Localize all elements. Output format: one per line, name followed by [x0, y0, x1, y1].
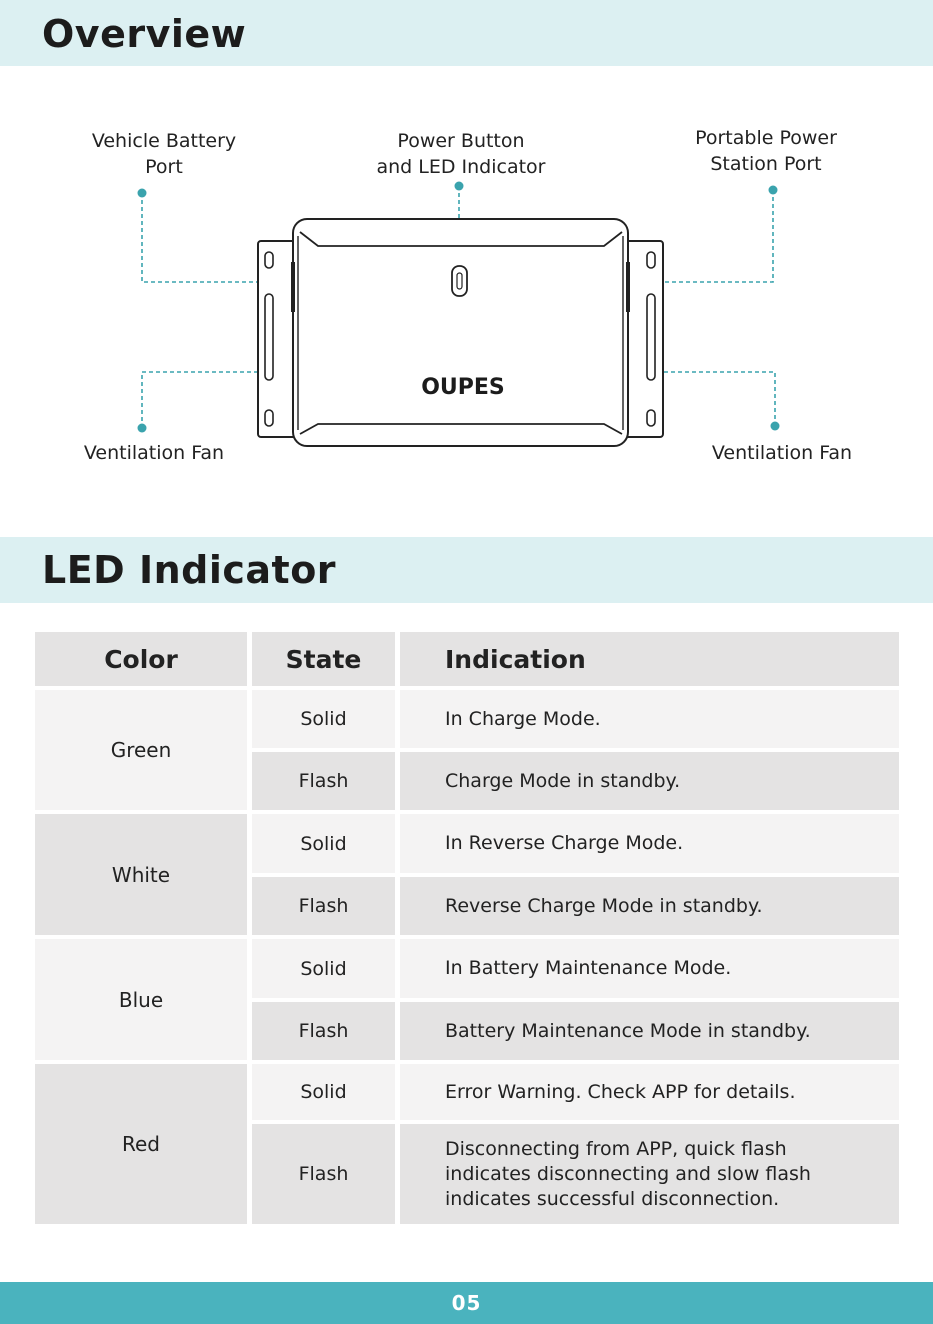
state-cell-white-solid: Solid — [252, 814, 395, 873]
ventilation-fan-right-label: Ventilation Fan — [711, 442, 853, 464]
state-cell-green-solid: Solid — [252, 690, 395, 748]
ventilation-fan-left-label: Ventilation Fan — [83, 442, 225, 464]
indication-green-flash: Charge Mode in standby. — [400, 752, 899, 810]
device-body — [258, 219, 663, 446]
vehicle-battery-port-label-line2: Port — [145, 156, 183, 178]
state-cell-blue-solid: Solid — [252, 939, 395, 998]
device-brand-logo: OUPES — [421, 375, 505, 400]
state-cell-red-solid: Solid — [252, 1064, 395, 1120]
led-indicator-table — [35, 632, 899, 1224]
indication-white-flash: Reverse Charge Mode in standby. — [400, 877, 899, 935]
color-cell-green: Green — [35, 690, 247, 810]
page-number: 05 — [451, 1291, 482, 1315]
state-cell-white-flash: Flash — [252, 877, 395, 935]
vehicle-battery-port-label-line1: Vehicle Battery — [91, 130, 237, 152]
color-cell-white: White — [35, 814, 247, 935]
color-cell-blue: Blue — [35, 939, 247, 1060]
power-button-label-line2: and LED Indicator — [376, 156, 546, 178]
led-header-bar — [0, 537, 933, 603]
indication-red-flash: Disconnecting from APP, quick flash indicates disconnecting and slow flash indicates successful disconnection. — [400, 1124, 899, 1224]
led-title: LED Indicator — [42, 548, 337, 592]
indication-white-solid: In Reverse Charge Mode. — [400, 814, 899, 873]
state-cell-red-flash: Flash — [252, 1124, 395, 1224]
power-button-label-line1: Power Button — [397, 130, 525, 152]
color-cell-red: Red — [35, 1064, 247, 1224]
portable-port-label-line2: Station Port — [710, 153, 822, 175]
overview-title: Overview — [42, 12, 247, 56]
header-state: State — [252, 632, 395, 686]
indication-green-solid: In Charge Mode. — [400, 690, 899, 748]
state-cell-green-flash: Flash — [252, 752, 395, 810]
header-indication: Indication — [400, 632, 899, 686]
header-color: Color — [35, 632, 247, 686]
page-footer — [0, 1282, 933, 1324]
portable-port-label-line1: Portable Power — [695, 127, 837, 149]
indication-red-solid: Error Warning. Check APP for details. — [400, 1064, 899, 1120]
device-illustration — [0, 0, 933, 520]
state-cell-blue-flash: Flash — [252, 1002, 395, 1060]
indication-blue-flash: Battery Maintenance Mode in standby. — [400, 1002, 899, 1060]
indication-blue-solid: In Battery Maintenance Mode. — [400, 939, 899, 998]
